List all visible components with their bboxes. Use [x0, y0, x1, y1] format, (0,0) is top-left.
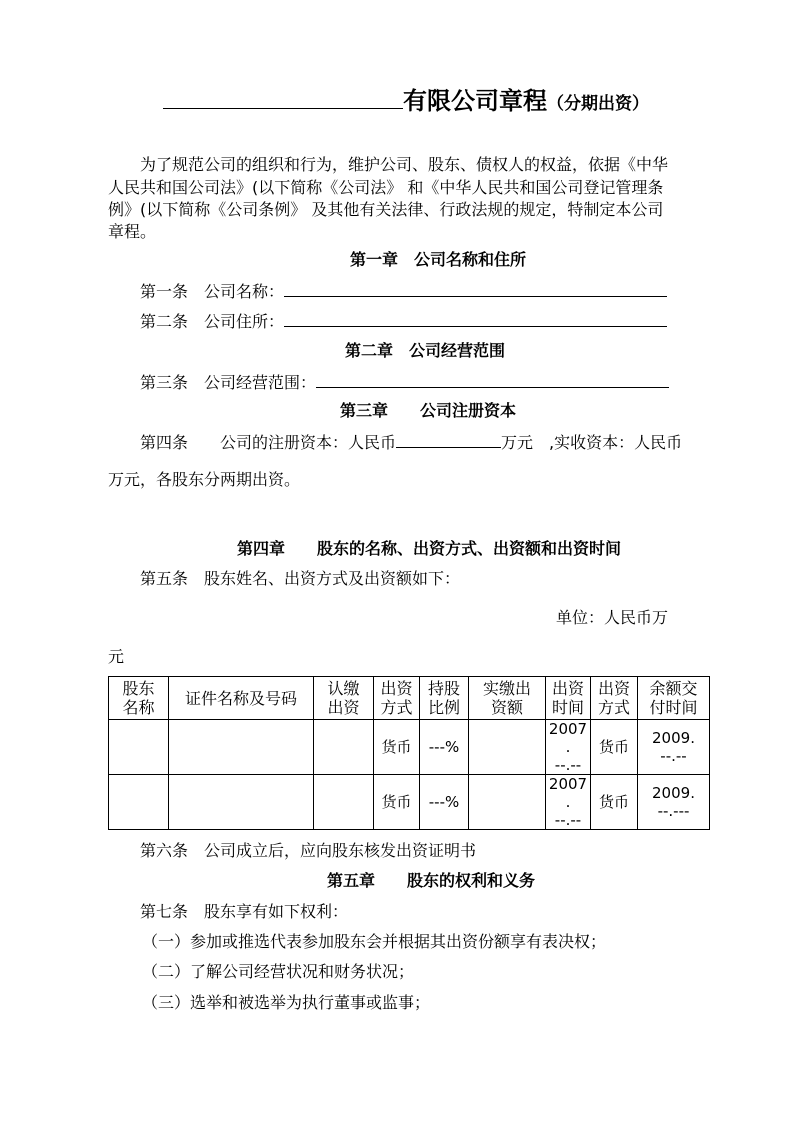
- table-cell-balance-time: 2009. --.---: [638, 775, 710, 830]
- company-address-field: [284, 310, 667, 327]
- table-cell-method: 货币: [374, 720, 420, 775]
- article-7: 第七条 股东享有如下权利：: [140, 902, 349, 921]
- right-item-2: （二）了解公司经营状况和财务状况；: [142, 962, 415, 981]
- company-name-field: [284, 280, 667, 297]
- table-header-method: 出资 方式: [374, 677, 420, 720]
- article-4: [140, 431, 682, 453]
- article-3-label: 第三条 公司经营范围：: [140, 373, 317, 392]
- table-header-id-document: 证件名称及号码: [169, 677, 314, 720]
- unit-label-continued: 元: [108, 647, 125, 666]
- company-name-blank: [163, 88, 403, 109]
- article-1: [140, 280, 667, 302]
- chapter-4-heading: 第四章 股东的名称、出资方式、出资额和出资时间: [237, 539, 622, 558]
- table-cell-balance-time: 2009. --.--: [638, 720, 710, 775]
- unit-label: 单位：人民币万: [556, 608, 669, 627]
- preamble-line-2: 人民共和国公司法》(以下简称《公司法》 和《中华人民共和国公司登记管理条: [108, 178, 664, 197]
- table-cell-subscribed: [314, 720, 374, 775]
- table-cell-subscribed: [314, 775, 374, 830]
- registered-capital-field: [396, 431, 501, 448]
- right-item-3: （三）选举和被选举为执行董事或监事；: [142, 993, 431, 1012]
- table-row: [109, 720, 710, 775]
- table-cell-paid-time: 2007 . --.--: [546, 720, 591, 775]
- contribution-table: [108, 676, 710, 830]
- article-1-label: 第一条 公司名称：: [140, 282, 285, 301]
- table-cell-balance-method: 货币: [591, 720, 638, 775]
- article-4-part-3: 万元，各股东分两期出资。: [108, 470, 301, 489]
- table-cell-shareholder: [109, 720, 169, 775]
- preamble-line-4: 章程。: [108, 222, 157, 241]
- chapter-2-heading: 第二章 公司经营范围: [345, 341, 506, 360]
- table-cell-id-document: [169, 720, 314, 775]
- article-3: [140, 371, 669, 393]
- table-header-shareholder: 股东 名称: [109, 677, 169, 720]
- article-4-part-2: 万元 ,实收资本：人民币: [501, 433, 683, 452]
- right-item-1: （一）参加或推选代表参加股东会并根据其出资份额享有表决权；: [142, 932, 607, 951]
- article-2-label: 第二条 公司住所：: [140, 312, 285, 331]
- table-cell-balance-method: 货币: [591, 775, 638, 830]
- article-6: 第六条 公司成立后，应向股东核发出资证明书: [140, 841, 477, 860]
- table-cell-ratio: ---%: [420, 720, 469, 775]
- table-cell-ratio: ---%: [420, 775, 469, 830]
- table-cell-shareholder: [109, 775, 169, 830]
- business-scope-field: [316, 371, 669, 388]
- chapter-3-heading: 第三章 公司注册资本: [340, 401, 517, 420]
- document-title: [163, 86, 649, 119]
- table-cell-paid: [469, 720, 546, 775]
- table-header-row: [109, 677, 710, 720]
- chapter-5-heading: 第五章 股东的权利和义务: [327, 871, 536, 890]
- article-2: [140, 310, 667, 332]
- chapter-1-heading: 第一章 公司名称和住所: [350, 250, 527, 269]
- table-row: [109, 775, 710, 830]
- preamble-line-3: 例》(以下简称《公司条例》 及其他有关法律、行政法规的规定，特制定本公司: [108, 200, 664, 219]
- table-header-balance-time: 余额交 付时间: [638, 677, 710, 720]
- table-header-ratio: 持股 比例: [420, 677, 469, 720]
- preamble-line-1: 为了规范公司的组织和行为，维护公司、股东、债权人的权益，依据《中华: [140, 155, 669, 174]
- article-4-part-1: 第四条 公司的注册资本：人民币: [140, 433, 397, 452]
- table-cell-id-document: [169, 775, 314, 830]
- table-header-balance-method: 出资 方式: [591, 677, 638, 720]
- title-sub: （分期出资）: [547, 94, 649, 114]
- table-header-paid: 实缴出 资额: [469, 677, 546, 720]
- table-cell-paid: [469, 775, 546, 830]
- table-cell-method: 货币: [374, 775, 420, 830]
- table-cell-paid-time: 2007 . --.--: [546, 775, 591, 830]
- title-main: 有限公司章程: [403, 87, 547, 115]
- table-header-subscribed: 认缴 出资: [314, 677, 374, 720]
- table-header-paid-time: 出资 时间: [546, 677, 591, 720]
- article-5: 第五条 股东姓名、出资方式及出资额如下：: [140, 569, 461, 588]
